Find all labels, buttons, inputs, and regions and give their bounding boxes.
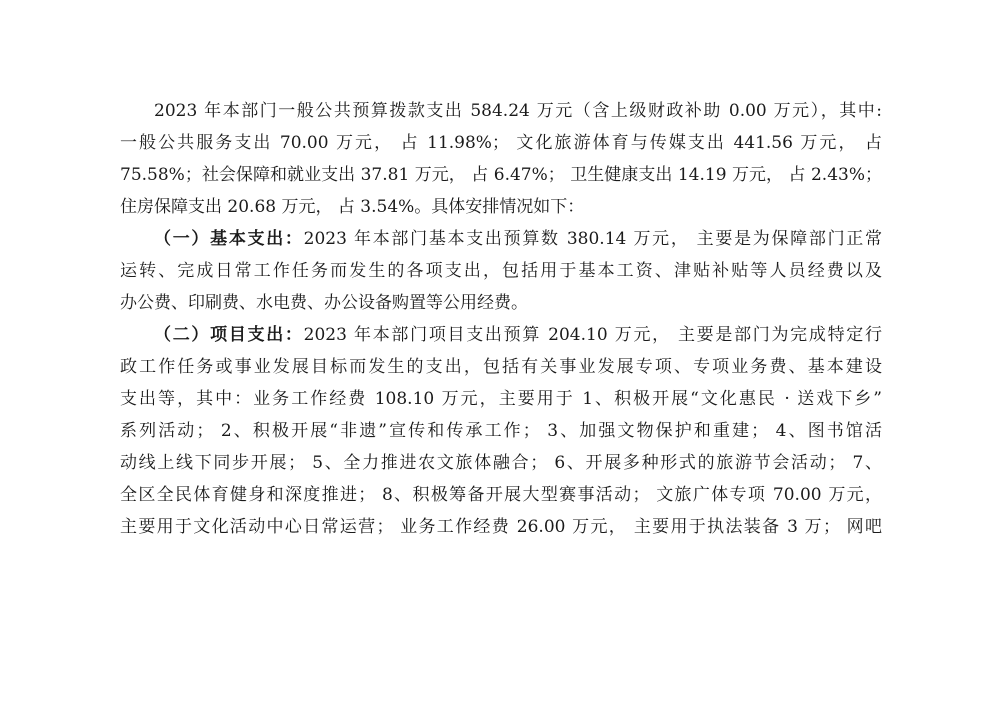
section2-first-text: 2023 年本部门项目支出预算 204.10 万元， 主要是部门为完成特定行 (303, 325, 882, 345)
section1-line-2: 运转、完成日常工作任务而发生的各项支出，包括用于基本工资、津贴补贴等人员经费以及 (120, 261, 882, 281)
section1-line-3: 办公费、印刷费、水电费、办公设备购置等公用经费。 (120, 293, 528, 313)
section2-line-4: 系列活动； 2、积极开展“非遗”宣传和传承工作； 3、加强文物保护和重建； 4、图书馆活 (120, 421, 882, 441)
section2-line-5: 动线上线下同步开展； 5、全力推进农文旅体融合； 6、开展多种形式的旅游节会活动； 7、 (120, 453, 882, 473)
section2-first-line (120, 319, 882, 351)
section2-line-3: 支出等，其中：业务工作经费 108.10 万元，主要用于 1、积极开展“文化惠民 · 送戏下乡” (120, 389, 882, 409)
section2-line-2: 政工作任务或事业发展目标而发生的支出，包括有关事业发展专项、专项业务费、基本建设 (120, 357, 882, 377)
section1-heading: （一）基本支出： (154, 229, 304, 249)
intro-line-1: 2023 年本部门一般公共预算拨款支出 584.24 万元（含上级财政补助 0.00 万元），其中: (154, 101, 882, 121)
section2-line-7: 主要用于文化活动中心日常运营； 业务工作经费 26.00 万元， 主要用于执法装备 3 万； 网吧 (120, 517, 882, 537)
section2-heading: （二）项目支出： (154, 325, 304, 345)
intro-line-2: 一般公共服务支出 70.00 万元， 占 11.98%； 文化旅游体育与传媒支出 441.56 万元， 占 (120, 133, 882, 153)
section2-line-6: 全区全民体育健身和深度推进； 8、积极筹备开展大型赛事活动； 文旅广体专项 70.00 万元， (120, 485, 882, 505)
section1-first-line (120, 223, 882, 255)
intro-line-3: 75.58%；社会保障和就业支出 37.81 万元， 占 6.47%； 卫生健康支出 14.19 万元， 占 2.43%； (120, 165, 882, 185)
intro-line-4: 住房保障支出 20.68 万元， 占 3.54%。具体安排情况如下： (120, 197, 585, 217)
section1-first-text: 2023 年本部门基本支出预算数 380.14 万元， 主要是为保障部门正常 (303, 229, 882, 249)
document-body (120, 95, 882, 543)
